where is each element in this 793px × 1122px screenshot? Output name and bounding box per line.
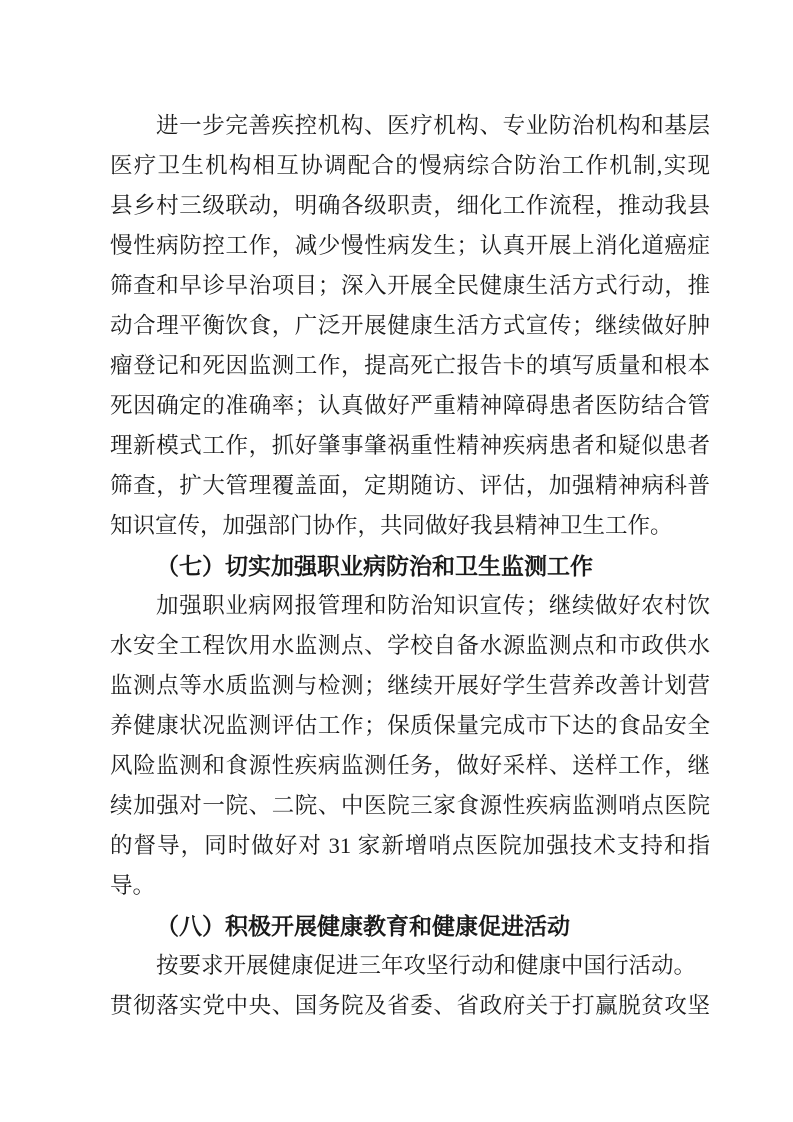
document-line: 理新模式工作，抓好肇事肇祸重性精神疾病患者和疑似患者 [110, 433, 710, 458]
document-line: 水安全工程饮用水监测点、学校自备水源监测点和市政供水 [110, 633, 710, 658]
document-line: 死因确定的准确率；认真做好严重精神障碍患者医防结合管 [110, 393, 710, 418]
document-line: 瘤登记和死因监测工作，提高死亡报告卡的填写质量和根本 [110, 353, 710, 378]
section-heading-8: （八）积极开展健康教育和健康促进活动 [156, 913, 570, 939]
document-line: 贯彻落实党中央、国务院及省委、省政府关于打赢脱贫攻坚 [110, 993, 710, 1018]
document-line: 慢性病防控工作，减少慢性病发生；认真开展上消化道癌症 [110, 233, 710, 258]
document-line: 续加强对一院、二院、中医院三家食源性疾病监测哨点医院 [110, 793, 710, 818]
document-line: 动合理平衡饮食，广泛开展健康生活方式宣传；继续做好肿 [110, 313, 710, 338]
text-block [110, 106, 710, 1026]
document-line: 按要求开展健康促进三年攻坚行动和健康中国行活动。 [156, 953, 697, 978]
document-line: 加强职业病网报管理和防治知识宣传；继续做好农村饮 [156, 593, 710, 618]
document-line: 医疗卫生机构相互协调配合的慢病综合防治工作机制,实现 [110, 153, 710, 178]
document-line: 筛查，扩大管理覆盖面，定期随访、评估，加强精神病科普 [110, 473, 710, 498]
document-line: 导。 [110, 873, 156, 898]
document-line: 的督导，同时做好对 31 家新增哨点医院加强技术支持和指 [110, 833, 710, 858]
document-line: 养健康状况监测评估工作；保质保量完成市下达的食品安全 [110, 713, 710, 738]
document-line: 筛查和早诊早治项目；深入开展全民健康生活方式行动，推 [110, 273, 710, 298]
document-line: 县乡村三级联动，明确各级职责，细化工作流程，推动我县 [110, 193, 710, 218]
document-line: 进一步完善疾控机构、医疗机构、专业防治机构和基层 [156, 113, 710, 138]
document-line: 监测点等水质监测与检测；继续开展好学生营养改善计划营 [110, 673, 710, 698]
document-line: 知识宣传，加强部门协作，共同做好我县精神卫生工作。 [110, 513, 673, 538]
document-line: 风险监测和食源性疾病监测任务，做好采样、送样工作，继 [110, 753, 710, 778]
section-heading-7: （七）切实加强职业病防治和卫生监测工作 [156, 553, 593, 579]
